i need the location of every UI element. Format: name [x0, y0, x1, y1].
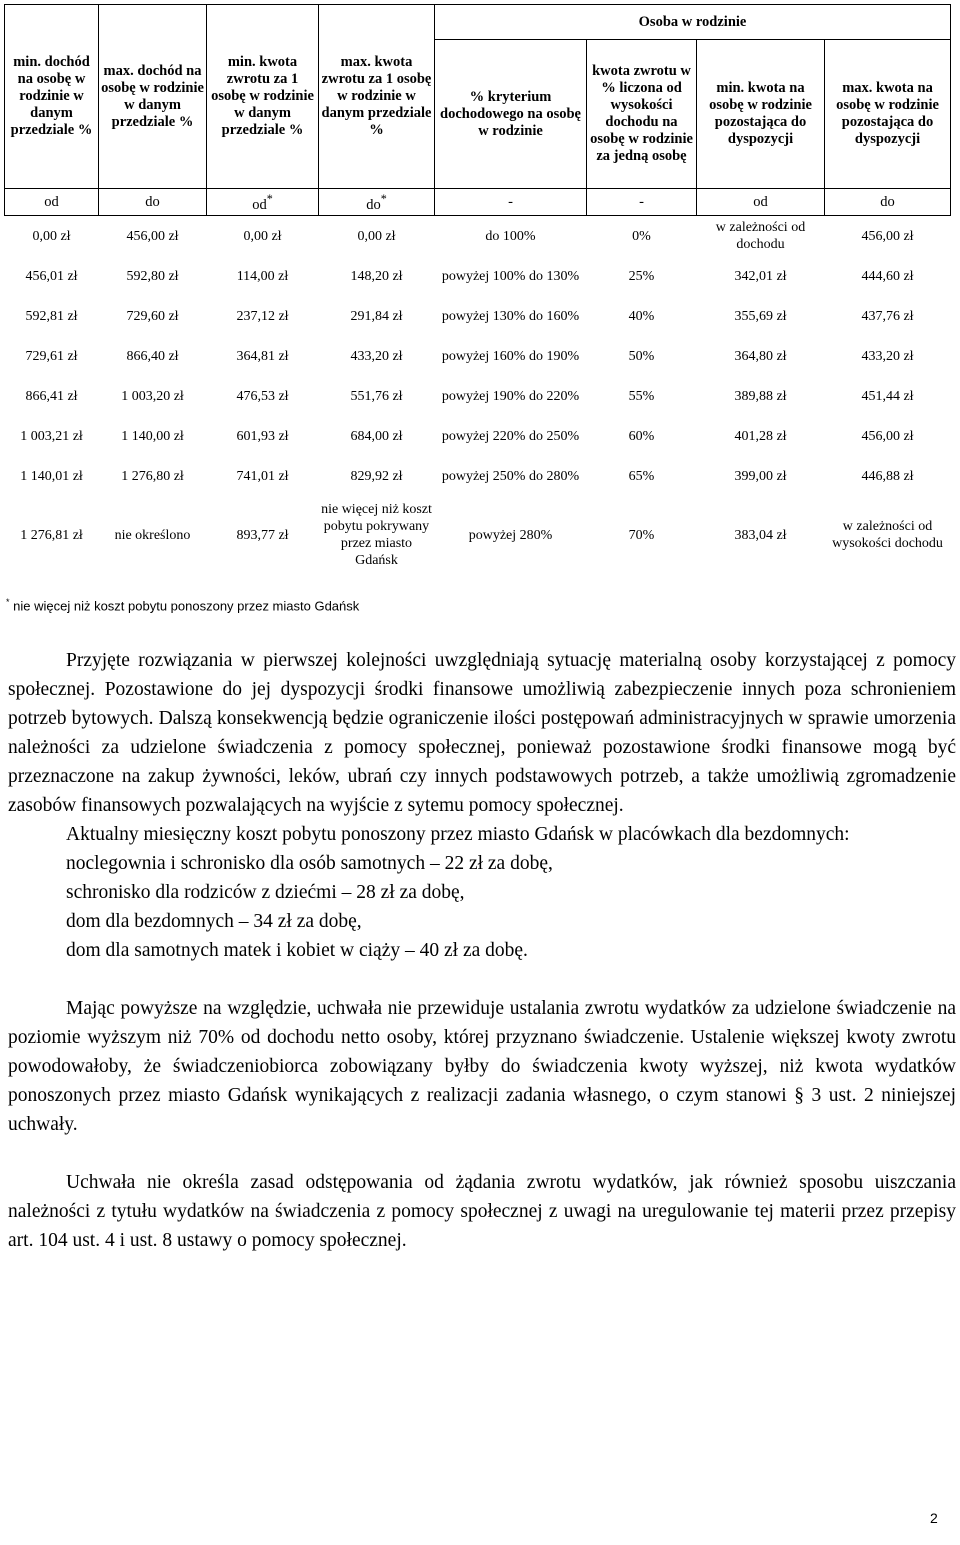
table-cell: do 100% [485, 228, 536, 244]
table-cell: 1 140,01 zł [20, 468, 83, 484]
subheader: - [435, 189, 587, 216]
table-cell: powyżej 130% do 160% [441, 308, 580, 324]
subheader: od [697, 189, 825, 216]
footnote-marker: * [380, 191, 387, 206]
table-cell: nie więcej niż koszt pobytu pokrywany przez miasto Gdańsk [321, 502, 432, 568]
subheader: do* [319, 189, 435, 216]
list-item: noclegownia i schronisko dla osób samotnych – 22 zł za dobę, [66, 853, 553, 874]
footnote-text: nie więcej niż koszt pobytu ponoszony przez miasto Gdańsk [13, 598, 360, 614]
table-cell: 364,80 zł [734, 348, 787, 364]
header-min-refund: min. kwota zwrotu za 1 osobę w rodzinie w danym przedziale % [207, 5, 319, 189]
paragraph: Aktualny miesięczny koszt pobytu ponoszony przez miasto Gdańsk w placówkach dla bezdomnych: [66, 824, 850, 845]
table-cell: 444,60 zł [861, 268, 914, 284]
table-cell: nie określono [114, 527, 191, 543]
table-cell: 114,00 zł [236, 268, 289, 284]
fee-table [4, 4, 951, 574]
table-cell: 451,44 zł [861, 388, 914, 404]
table-cell: 592,81 zł [25, 308, 78, 324]
subheader-row [5, 189, 951, 216]
header-min-income: min. dochód na osobę w rodzinie w danym przedziale % [5, 5, 99, 189]
header-max-remaining: max. kwota na osobę w rodzinie pozostająca do dyspozycji [825, 40, 951, 189]
table-cell: 729,60 zł [126, 308, 179, 324]
table-cell: 55% [628, 388, 655, 404]
footnote-marker: * [266, 191, 273, 206]
table-cell: 456,00 zł [861, 228, 914, 244]
table-cell: 1 276,81 zł [20, 527, 83, 543]
table-cell: 456,00 zł [126, 228, 179, 244]
subheader: - [587, 189, 697, 216]
table-cell: 389,88 zł [734, 388, 787, 404]
table-cell: 729,61 zł [25, 348, 78, 364]
footnote-marker: * [6, 597, 10, 607]
table-cell: 684,00 zł [350, 428, 403, 444]
paragraph: Przyjęte rozwiązania w pierwszej kolejności uwzględniają sytuację materialną osoby korzystającej z pomocy społecznej. Pozostawione do jej dyspozycji środki finansowe umożliwią zabezpieczenie innych poza schronieniem potrzeb bytowych. Dalszą konsekwencją będzie ograniczenie ilości postępowań administracyjnych w sprawie umorzenia należności za udzielone świadczenia z pomocy społecznej, ponieważ pozostawione środki finansowe mogą być przeznaczone na zakup żywności, leków, ubrań czy innych podstawowych potrzeb, a także umożliwią zgromadzenie zasobów finansowych pozwalających na wyjście z sytemu pomocy społecznej. [8, 650, 956, 816]
table-cell: 383,04 zł [734, 527, 787, 543]
table-cell: w zależności od wysokości dochodu [832, 519, 943, 551]
table-cell: 1 140,00 zł [121, 428, 184, 444]
table-cell: 237,12 zł [236, 308, 289, 324]
table-cell: 291,84 zł [350, 308, 403, 324]
table-cell: 592,80 zł [126, 268, 179, 284]
list-item: dom dla bezdomnych – 34 zł za dobę, [66, 911, 362, 932]
table-cell: 456,01 zł [25, 268, 78, 284]
table-cell: 0% [632, 228, 651, 244]
table-footnote [6, 597, 359, 613]
table-cell: powyżej 160% do 190% [441, 348, 580, 364]
table-cell: 399,00 zł [734, 468, 787, 484]
group-header: Osoba w rodzinie [435, 5, 951, 40]
table-row [5, 376, 951, 416]
table-cell: powyżej 250% do 280% [441, 468, 580, 484]
table-cell: 1 276,80 zł [121, 468, 184, 484]
table-row [5, 256, 951, 296]
paragraph: Mając powyższe na względzie, uchwała nie przewiduje ustalania zwrotu wydatków za udzielone świadczenie na poziomie wyższym niż 70% od dochodu netto osoby, której przyznano świadczenie. Ustalenie większej kwoty zwrotu powodowałoby, że świadczeniobiorca zobowiązany byłby do świadczenia kwoty wyższej, niż kwota wydatków ponoszonych przez miasto Gdańsk wynikających z realizacji zadania własnego, o czym stanowi § 3 ust. 2 niniejszej uchwały. [8, 998, 956, 1135]
table-cell: 476,53 zł [236, 388, 289, 404]
table-cell: 0,00 zł [32, 228, 71, 244]
table-row [5, 216, 951, 257]
table-cell: 601,93 zł [236, 428, 289, 444]
table-cell: 551,76 zł [350, 388, 403, 404]
table-cell: 60% [628, 428, 655, 444]
table-cell: powyżej 190% do 220% [441, 388, 580, 404]
subheader: od [5, 189, 99, 216]
table-row [5, 296, 951, 336]
table-cell: 364,81 zł [236, 348, 289, 364]
header-refund-percent: kwota zwrotu w % liczona od wysokości dochodu na osobę w rodzinie za jedną osobę [587, 40, 697, 189]
table-row [5, 416, 951, 456]
table-cell: powyżej 100% do 130% [441, 268, 580, 284]
table-cell: 355,69 zł [734, 308, 787, 324]
list-item: schronisko dla rodziców z dziećmi – 28 zł za dobę, [66, 882, 465, 903]
table-cell: 829,92 zł [350, 468, 403, 484]
table-cell: 0,00 zł [243, 228, 282, 244]
table-cell: 741,01 zł [236, 468, 289, 484]
table-cell: 433,20 zł [861, 348, 914, 364]
table-cell: 446,88 zł [861, 468, 914, 484]
page-number: 2 [930, 1510, 938, 1526]
table-cell: 65% [628, 468, 655, 484]
table-cell: 893,77 zł [236, 527, 289, 543]
table-cell: 0,00 zł [357, 228, 396, 244]
table-cell: 1 003,21 zł [20, 428, 83, 444]
paragraph: Uchwała nie określa zasad odstępowania od żądania zwrotu wydatków, jak również sposobu uiszczania należności z tytułu wydatków na świadczenia z pomocy społecznej z uwagi na uregulowanie tej materii przez przepisy art. 104 ust. 4 i ust. 8 ustawy o pomocy społecznej. [8, 1172, 956, 1251]
header-min-remaining: min. kwota na osobę w rodzinie pozostająca do dyspozycji [697, 40, 825, 189]
table-row [5, 456, 951, 496]
table-cell: 437,76 zł [861, 308, 914, 324]
table-cell: 1 003,20 zł [121, 388, 184, 404]
table-cell: 40% [628, 308, 655, 324]
body-text [8, 646, 956, 1255]
table-row [5, 336, 951, 376]
table-cell: 866,41 zł [25, 388, 78, 404]
table-cell: 401,28 zł [734, 428, 787, 444]
table-cell: 456,00 zł [861, 428, 914, 444]
table-cell: 866,40 zł [126, 348, 179, 364]
subheader: do [825, 189, 951, 216]
table-cell: powyżej 220% do 250% [441, 428, 580, 444]
list-item: dom dla samotnych matek i kobiet w ciąży – 40 zł za dobę. [66, 940, 528, 961]
table-cell: 70% [628, 527, 655, 543]
table-cell: 25% [628, 268, 655, 284]
table-cell: powyżej 280% [468, 527, 553, 543]
cost-list [8, 849, 956, 965]
header-criterion: % kryterium dochodowego na osobę w rodzinie [435, 40, 587, 189]
table-cell: 148,20 zł [350, 268, 403, 284]
header-max-income: max. dochód na osobę w rodzinie w danym przedziale % [99, 5, 207, 189]
table-cell: 342,01 zł [734, 268, 787, 284]
table-row [5, 496, 951, 574]
subheader: do [99, 189, 207, 216]
table-cell: 433,20 zł [350, 348, 403, 364]
subheader: od* [207, 189, 319, 216]
table-cell: 50% [628, 348, 655, 364]
table-cell: w zależności od dochodu [715, 220, 806, 252]
header-max-refund: max. kwota zwrotu za 1 osobę w rodzinie w danym przedziale % [319, 5, 435, 189]
